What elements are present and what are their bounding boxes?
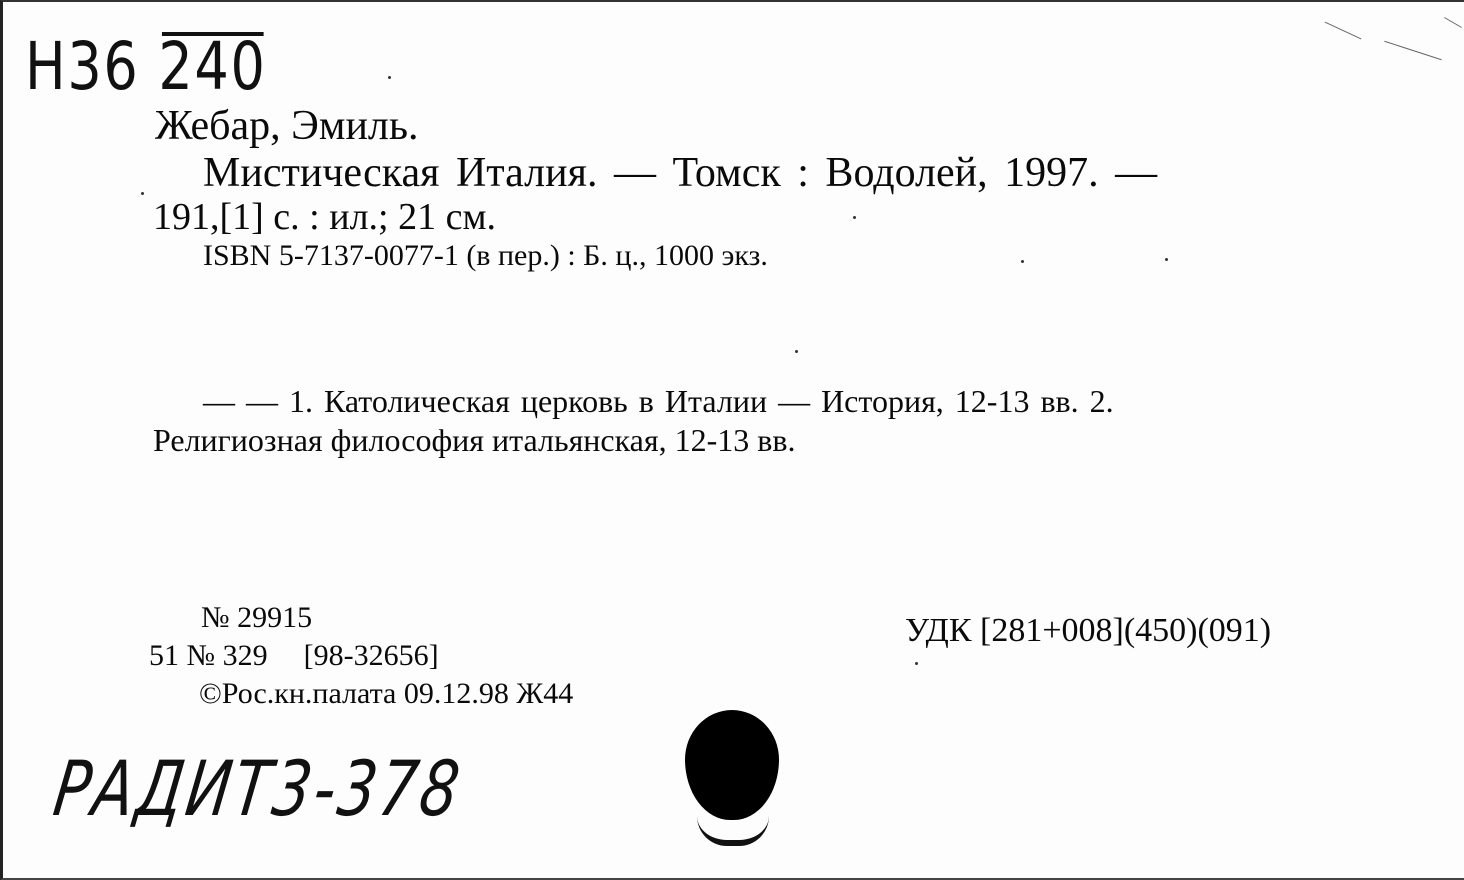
scratch-mark bbox=[1384, 41, 1441, 60]
speck bbox=[915, 662, 918, 665]
handwritten-inventory-number: РАДИТ3-378 bbox=[48, 744, 468, 833]
shelf-code-main: Н36 bbox=[25, 28, 140, 105]
shelf-code-sub: 240 bbox=[158, 28, 267, 105]
isbn-line: ISBN 5-7137-0077-1 (в пер.) : Б. ц., 1000 экз. bbox=[203, 239, 768, 272]
speck bbox=[388, 76, 391, 79]
secondary-bracket-number: [98-32656] bbox=[303, 639, 439, 672]
speck bbox=[795, 350, 798, 353]
speck bbox=[853, 216, 856, 219]
punch-hole bbox=[685, 710, 779, 820]
title-imprint-line: Мистическая Италия. — Томск : Водолей, 1997. — bbox=[203, 150, 1158, 196]
secondary-number-line bbox=[149, 639, 439, 673]
copyright-line: ©Рос.кн.палата 09.12.98 Ж44 bbox=[199, 677, 574, 710]
secondary-number: № 329 bbox=[186, 639, 268, 672]
udk-classification: УДК [281+008](450)(091) bbox=[905, 612, 1272, 649]
author-heading: Жебар, Эмиль. bbox=[155, 103, 419, 149]
physical-description: 191,[1] с. : ил.; 21 см. bbox=[153, 196, 497, 238]
punch-hole-tab bbox=[697, 814, 769, 846]
speck bbox=[1165, 258, 1168, 261]
speck bbox=[1021, 260, 1024, 263]
scratch-mark bbox=[1325, 22, 1362, 40]
scratch-mark bbox=[1444, 17, 1462, 28]
subject-headings-line-1: — — 1. Католическая церковь в Италии — История, 12-13 вв. 2. bbox=[203, 383, 1114, 419]
speck bbox=[141, 192, 144, 195]
subject-headings-line-2: Религиозная философия итальянская, 12-13 вв. bbox=[153, 422, 796, 458]
secondary-prefix: 51 bbox=[149, 639, 179, 672]
record-number: № 29915 bbox=[201, 601, 313, 634]
handwritten-shelf-code bbox=[25, 28, 267, 105]
